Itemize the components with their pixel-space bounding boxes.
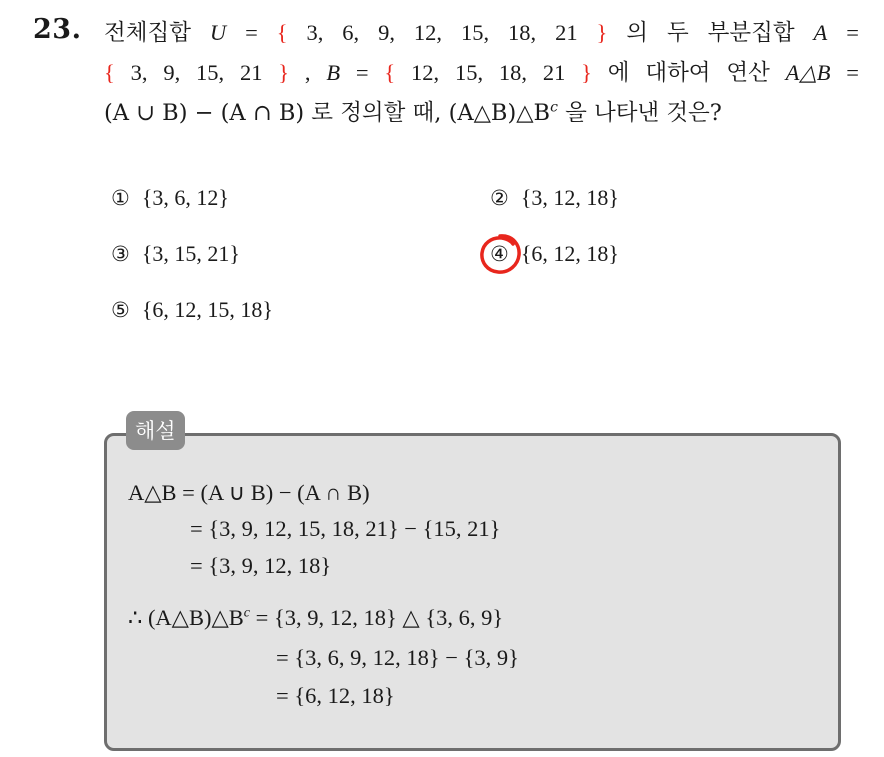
set-brace-open: { (276, 20, 288, 45)
complement-superscript: c (243, 605, 251, 621)
choice-text: {6, 12, 18} (520, 241, 619, 266)
stem-math: B (326, 60, 341, 85)
set-element: 12, (411, 60, 440, 85)
stem-math: = (846, 60, 859, 85)
solution-line-6: = {6, 12, 18} (276, 683, 395, 708)
stem-word: 부분집합 (707, 20, 795, 46)
question-stem-line-2 (104, 55, 859, 87)
choice-number: ① (111, 186, 130, 210)
choice-text: {3, 12, 18} (520, 185, 619, 210)
stem-word: 대하여 (645, 60, 711, 86)
choice-3[interactable] (111, 241, 240, 267)
set-element: 9, (163, 60, 181, 85)
solution-line-4-tail: = {3, 9, 12, 18} △ {3, 6, 9} (250, 605, 504, 630)
set-element: 15, (460, 20, 490, 45)
set-element: 21 (239, 60, 263, 85)
solution-line-1: A△B = (A ∪ B) − (A ∩ B) (128, 480, 370, 505)
set-element: 21 (555, 20, 578, 45)
stem-punct: , (304, 60, 311, 85)
set-element: 15, (454, 60, 484, 85)
stem-math: A△B (785, 60, 831, 85)
choice-1[interactable] (111, 185, 229, 211)
solution-line-4-head: ∴ (A△B)△B (128, 605, 244, 630)
answer-circle-mark (477, 232, 523, 276)
set-element: 18, (508, 20, 537, 45)
choice-text: {3, 6, 12} (141, 185, 229, 210)
set-brace-open: { (104, 60, 115, 85)
set-element: 15, (196, 60, 225, 85)
stem-word: 전체집합 (104, 20, 191, 46)
question-number: 23. (33, 14, 82, 45)
choice-number: ③ (111, 242, 130, 266)
choice-text: {6, 12, 15, 18} (141, 297, 273, 322)
stem-math: A (813, 20, 828, 45)
choice-text: {3, 15, 21} (141, 241, 240, 266)
set-element: 3, (130, 60, 148, 85)
set-element: 6, (342, 20, 360, 45)
set-brace-open: { (384, 60, 396, 85)
choice-number: ④ (490, 242, 509, 266)
set-brace-close: } (596, 20, 608, 45)
set-element: 18, (498, 60, 528, 85)
complement-superscript: c (550, 99, 558, 116)
stem-word: 두 (666, 20, 689, 46)
set-element: 9, (378, 20, 395, 45)
set-brace-close: } (278, 60, 290, 85)
stem-math: = (245, 20, 258, 45)
set-brace-close: } (581, 60, 592, 85)
question-stem-line-3 (104, 95, 722, 127)
solution-line-4 (128, 605, 503, 631)
stem-word: 연산 (726, 60, 770, 86)
stem-word: 에 (607, 60, 630, 86)
set-element: 12, (413, 20, 443, 45)
set-element: 3, (306, 20, 324, 45)
stem-math: = (355, 60, 369, 85)
set-element: 21 (542, 60, 566, 85)
solution-tag: 해설 (126, 411, 185, 450)
stem-word: 의 (626, 20, 649, 46)
solution-line-5: = {3, 6, 9, 12, 18} − {3, 9} (276, 645, 519, 670)
choice-number: ② (490, 186, 509, 210)
stem-math: = (846, 20, 859, 45)
choice-number: ⑤ (111, 298, 130, 322)
solution-line-2: = {3, 9, 12, 15, 18, 21} − {15, 21} (190, 516, 501, 541)
choice-2[interactable] (490, 185, 619, 211)
solution-line-3: = {3, 9, 12, 18} (190, 553, 332, 578)
stem-text-tail: 을 나타낸 것은? (557, 100, 722, 126)
stem-math: U (209, 20, 227, 45)
question-stem-line-1 (104, 15, 859, 47)
choice-5[interactable] (111, 297, 273, 323)
stem-text: (A ∪ B) − (A ∩ B) 로 정의할 때, (A△B)△B (104, 100, 551, 126)
